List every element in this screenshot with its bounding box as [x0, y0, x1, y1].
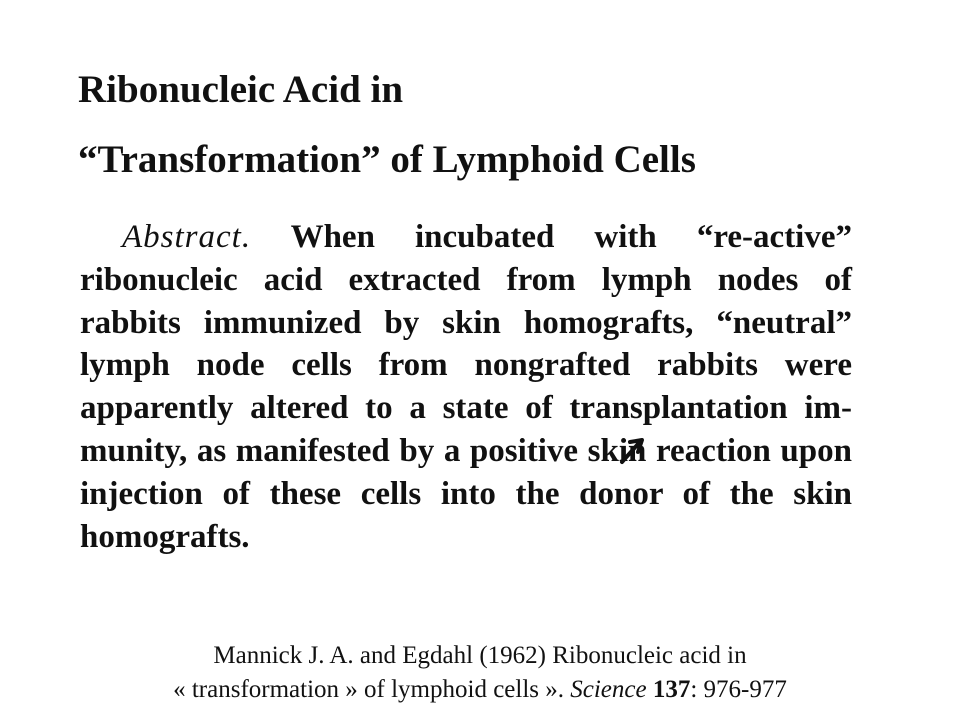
citation-journal: Science: [570, 676, 647, 703]
citation-volume: 137: [652, 676, 691, 703]
abstract-text: When incubated with “re-active” ribonucleic acid extracted from lymph nodes of rabbits immunized by skin homografts, “neutral” lymph node cells from nongrafted rabbits were apparently altered to a state of transplantation im-munity, as manifested by a positive skin reaction upon injection of these cells into the donor of the skin homografts.: [80, 219, 852, 555]
citation-pages: : 976-977: [690, 676, 787, 703]
citation-line-1: Mannick J. A. and Egdahl (1962) Ribonucleic acid in: [213, 642, 747, 669]
article-title-line-2: “Transformation” of Lymphoid Cells: [78, 138, 696, 181]
abstract-paragraph: [80, 216, 852, 558]
pen-mark-icon: [618, 436, 648, 466]
article-title-line-1: Ribonucleic Acid in: [78, 68, 404, 111]
article-scan: [78, 60, 860, 600]
citation-line-2: [0, 674, 960, 705]
abstract-label: Abstract.: [122, 219, 252, 255]
citation-title: « transformation » of lymphoid cells ».: [173, 676, 571, 703]
